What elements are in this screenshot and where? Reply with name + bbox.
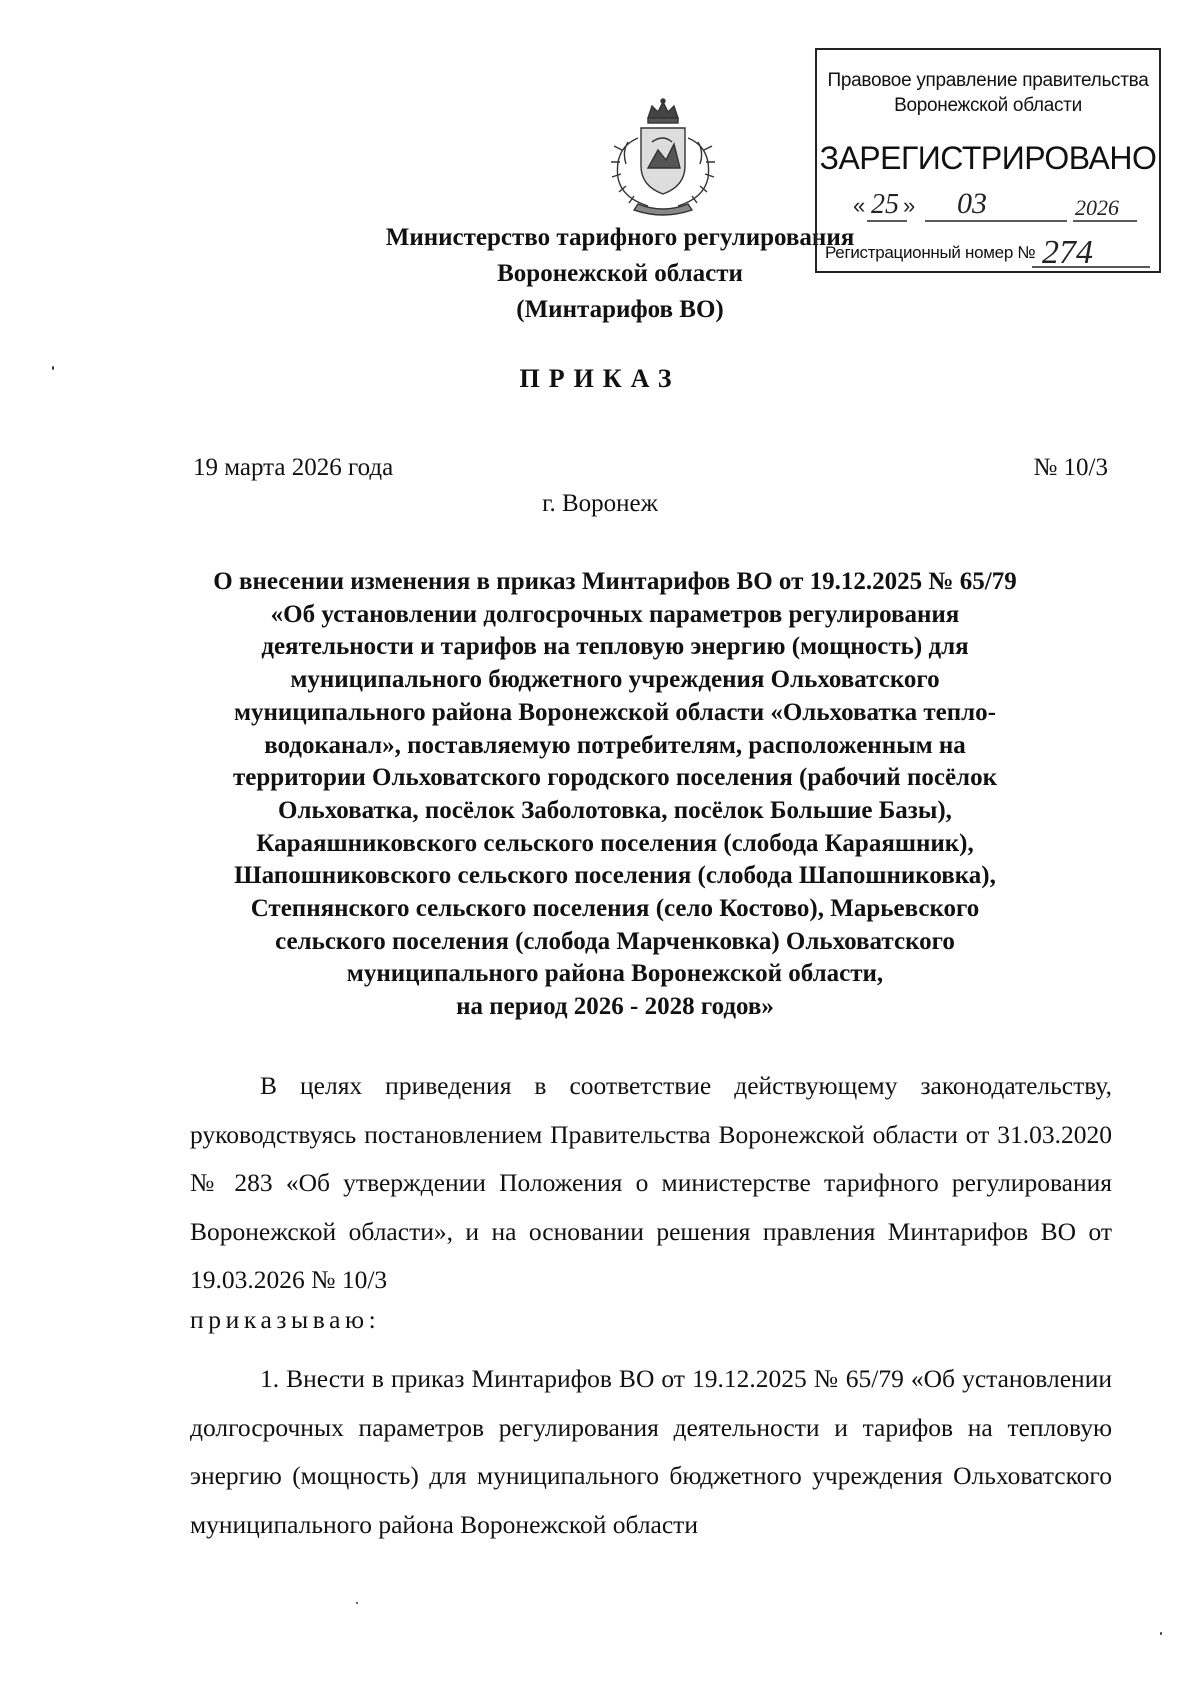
scan-speck <box>52 366 54 370</box>
registration-stamp <box>815 48 1161 273</box>
subject-line: водоканал», поставляемую потребителям, расположенным на <box>264 731 966 759</box>
scan-speck <box>1160 1632 1162 1635</box>
subject-line: территории Ольховатского городского поселения (рабочий посёлок <box>233 764 997 792</box>
subject-line: Степнянского сельского поселения (село Костово), Марьевского <box>250 895 980 923</box>
order-subject <box>190 566 1040 1024</box>
order-date: 19 марта 2026 года <box>193 454 394 481</box>
stamp-department-line1: Правовое управление правительства <box>827 70 1149 91</box>
order-title: ПРИКАЗ <box>519 364 681 393</box>
svg-text:»: » <box>903 193 916 218</box>
subject-line: на период 2026 - 2028 годов» <box>456 993 774 1021</box>
subject-line: муниципального района Воронежской области, <box>346 960 884 988</box>
preamble-paragraph: В целях приведения в соответствие действующему законодательству, руководствуясь постановлением Правительства Воронежской области от 31.03.2020 № 283 «Об утверждении Положения о министерстве тарифного регулирования Воронежской области», и на основании решения правления Минтарифов ВО от 19.03.2026 № 10/3 <box>190 1071 1112 1294</box>
stamp-reg-number-value: 274 <box>1042 234 1093 271</box>
subject-line: деятельности и тарифов на тепловую энергию (мощность) для <box>261 633 969 661</box>
subject-line: муниципального бюджетного учреждения Ольховатского <box>290 666 940 694</box>
ministry-name-line2: Воронежской области <box>497 260 743 287</box>
decree-word: приказываю: <box>190 1305 381 1334</box>
item-1-paragraph: 1. Внести в приказ Минтарифов ВО от 19.12.2025 № 65/79 «Об установлении долгосрочных параметров регулирования деятельности и тарифов на тепловую энергию (мощность) для муниципального бюджетного учреждения Ольховатского муниципального района Воронежской области <box>190 1364 1112 1539</box>
order-city: г. Воронеж <box>542 490 658 517</box>
order-number: № 10/3 <box>1033 454 1108 481</box>
subject-line: Ольховатка, посёлок Заболотовка, посёлок Большие Базы), <box>278 796 952 824</box>
stamp-reg-label: Регистрационный номер № <box>825 243 1036 262</box>
stamp-reg-number <box>1032 223 1152 273</box>
stamp-department <box>817 68 1159 118</box>
subject-line: муниципального района Воронежской области «Ольховатка тепло- <box>233 698 997 726</box>
subject-line: Шапошниковского сельского поселения (слобода Шапошниковка), <box>234 862 996 890</box>
coat-of-arms-emblem <box>608 98 718 216</box>
stamp-year: 2026 <box>1075 195 1119 220</box>
subject-line: сельского поселения (слобода Марченковка) Ольховатского <box>275 927 955 955</box>
svg-text:«: « <box>853 193 866 218</box>
subject-line: Караяшниковского сельского поселения (слобода Караяшник), <box>256 829 974 857</box>
ministry-abbreviation: (Минтарифов ВО) <box>516 296 724 323</box>
subject-line: О внесении изменения в приказ Минтарифов ВО от 19.12.2025 № 65/79 <box>213 568 1017 595</box>
ministry-name-line1: Министерство тарифного регулирования <box>385 224 855 251</box>
stamp-month: 03 <box>957 187 987 220</box>
subject-line: «Об установлении долгосрочных параметров регулирования <box>270 600 960 628</box>
stamp-department-line2: Воронежской области <box>894 95 1082 116</box>
scan-speck <box>356 1602 358 1604</box>
stamp-day: 25 <box>871 189 899 220</box>
stamp-status: ЗАРЕГИСТРИРОВАНО <box>819 140 1157 176</box>
